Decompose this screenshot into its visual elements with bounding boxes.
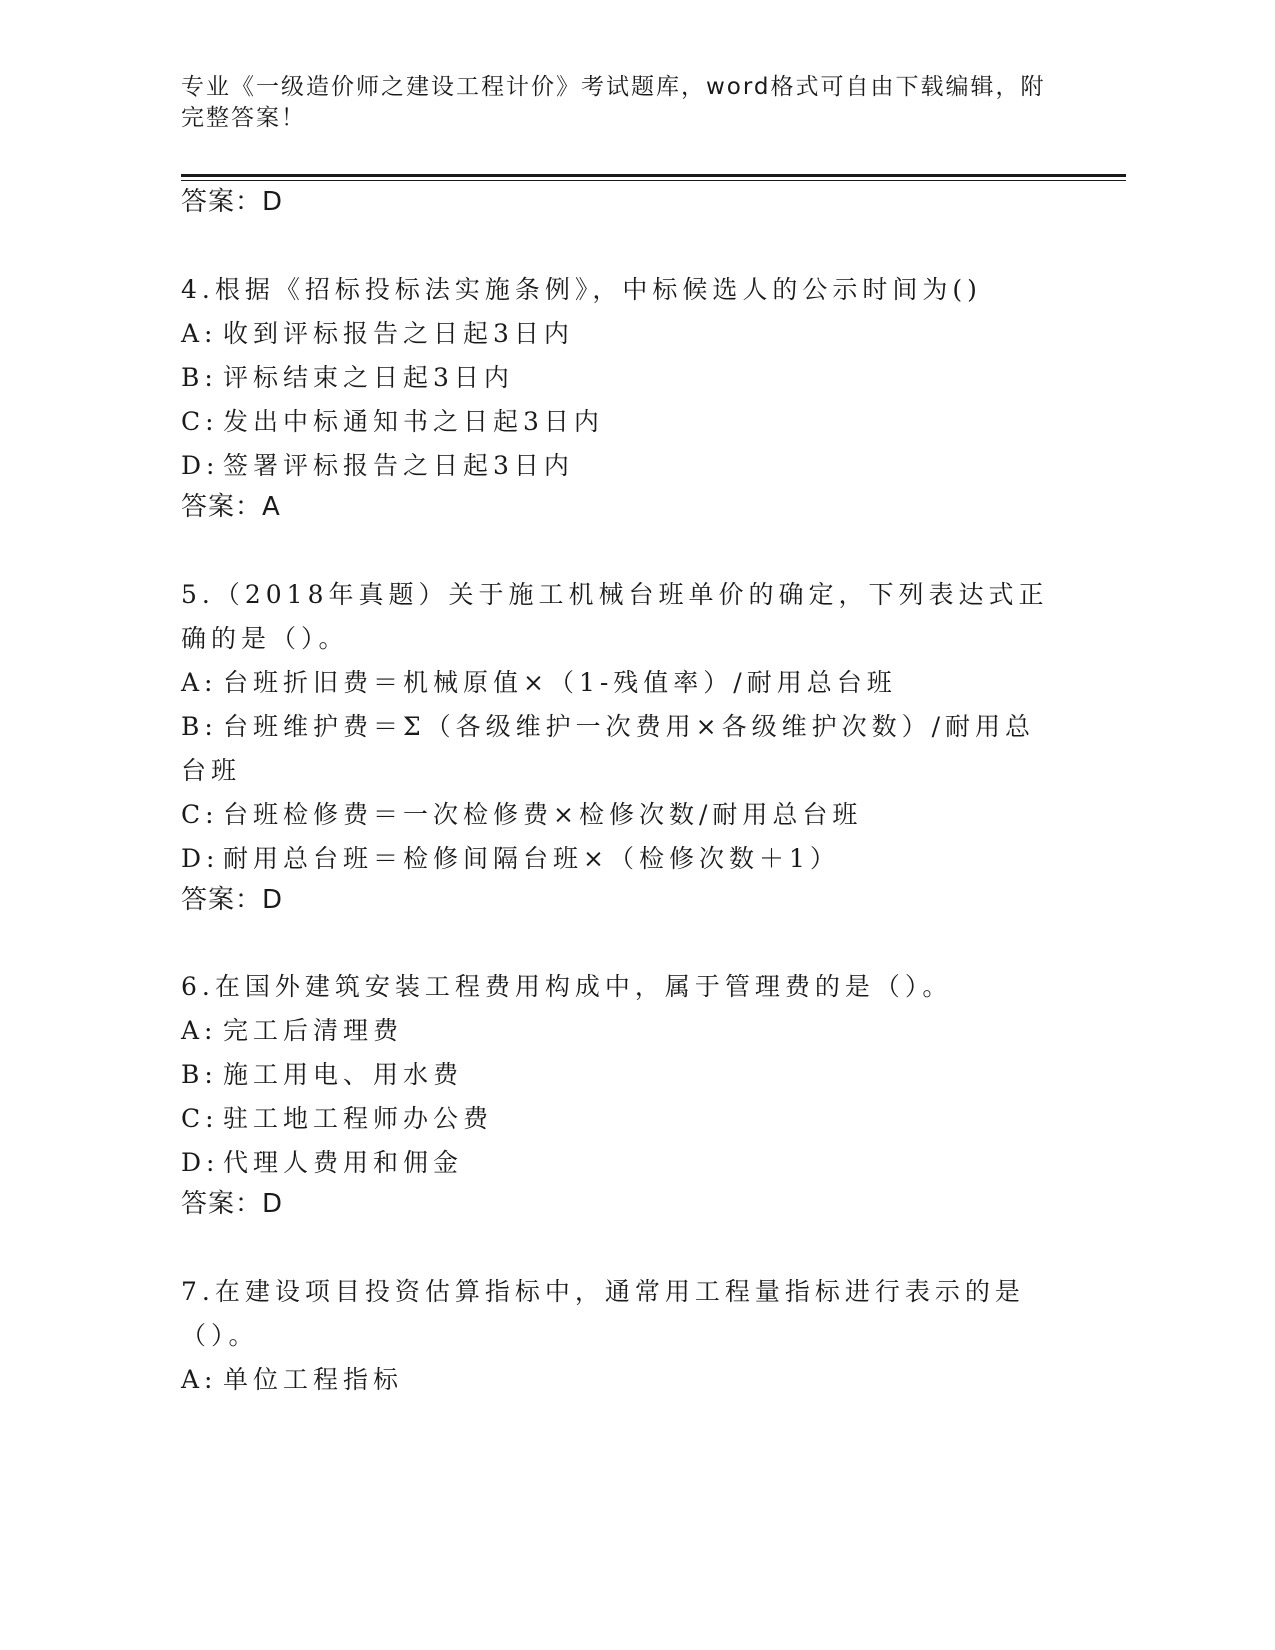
- option-text: 收到评标报告之日起3日内: [223, 319, 574, 348]
- option-text: 台班折旧费＝机械原值×（1-残值率）/耐用总台班: [223, 668, 897, 697]
- question-4-option-a: [181, 312, 1051, 356]
- option-key: D:: [181, 451, 220, 480]
- option-text: 发出中标通知书之日起3日内: [223, 407, 604, 436]
- option-key: A:: [181, 1016, 218, 1045]
- question-5-option-a: [181, 661, 1051, 705]
- option-text: 施工用电、用水费: [223, 1060, 464, 1089]
- question-6-option-d: [181, 1141, 1051, 1185]
- question-4-option-c: [181, 400, 1051, 444]
- question-7: [181, 1270, 1051, 1402]
- answer-q3: 答案：D: [181, 187, 284, 217]
- option-text: 签署评标报告之日起3日内: [223, 451, 574, 480]
- answer-q5: 答案：D: [181, 885, 284, 915]
- question-4-option-b: [181, 356, 1051, 400]
- question-5: [181, 573, 1051, 881]
- option-text: 单位工程指标: [223, 1365, 404, 1394]
- option-key: B:: [181, 1060, 218, 1089]
- option-key: C:: [181, 800, 219, 829]
- question-5-option-d: [181, 837, 1051, 881]
- option-key: D:: [181, 844, 220, 873]
- option-text: 耐用总台班＝检修间隔台班×（检修次数＋1）: [223, 844, 840, 873]
- option-text: 台班检修费＝一次检修费×检修次数/耐用总台班: [223, 800, 863, 829]
- question-4-option-d: [181, 444, 1051, 488]
- option-text: 完工后清理费: [223, 1016, 404, 1045]
- option-key: A:: [181, 1365, 218, 1394]
- question-5-stem: 5.（2018年真题）关于施工机械台班单价的确定，下列表达式正确的是（）。: [181, 580, 1049, 653]
- option-key: C:: [181, 1104, 219, 1133]
- question-6-option-a: [181, 1009, 1051, 1053]
- option-text: 评标结束之日起3日内: [223, 363, 514, 392]
- question-5-option-b: [181, 705, 1051, 793]
- page-header: 专业《一级造价师之建设工程计价》考试题库，word格式可自由下载编辑，附完整答案！: [181, 74, 1046, 131]
- question-6: [181, 965, 1051, 1185]
- question-7-stem: 7.在建设项目投资估算指标中，通常用工程量指标进行表示的是（）。: [181, 1277, 1025, 1350]
- header-divider-thin: [181, 180, 1126, 181]
- option-text: 驻工地工程师办公费: [223, 1104, 494, 1133]
- option-key: C:: [181, 407, 219, 436]
- question-6-option-c: [181, 1097, 1051, 1141]
- header-divider-thick: [181, 174, 1126, 177]
- question-5-option-c: [181, 793, 1051, 837]
- option-text: 台班维护费＝Σ（各级维护一次费用×各级维护次数）/耐用总台班: [181, 712, 1036, 785]
- answer-q6: 答案：D: [181, 1189, 284, 1219]
- option-key: A:: [181, 319, 218, 348]
- question-4: [181, 268, 1051, 488]
- option-key: B:: [181, 363, 218, 392]
- option-key: B:: [181, 712, 218, 741]
- question-7-option-a: [181, 1358, 1051, 1402]
- option-text: 代理人费用和佣金: [223, 1148, 464, 1177]
- question-6-stem: 6.在国外建筑安装工程费用构成中，属于管理费的是（）。: [181, 972, 953, 1001]
- answer-q4: 答案：A: [181, 492, 281, 522]
- option-key: A:: [181, 668, 218, 697]
- question-6-option-b: [181, 1053, 1051, 1097]
- option-key: D:: [181, 1148, 220, 1177]
- question-4-stem: 4.根据《招标投标法实施条例》，中标候选人的公示时间为(): [181, 275, 982, 304]
